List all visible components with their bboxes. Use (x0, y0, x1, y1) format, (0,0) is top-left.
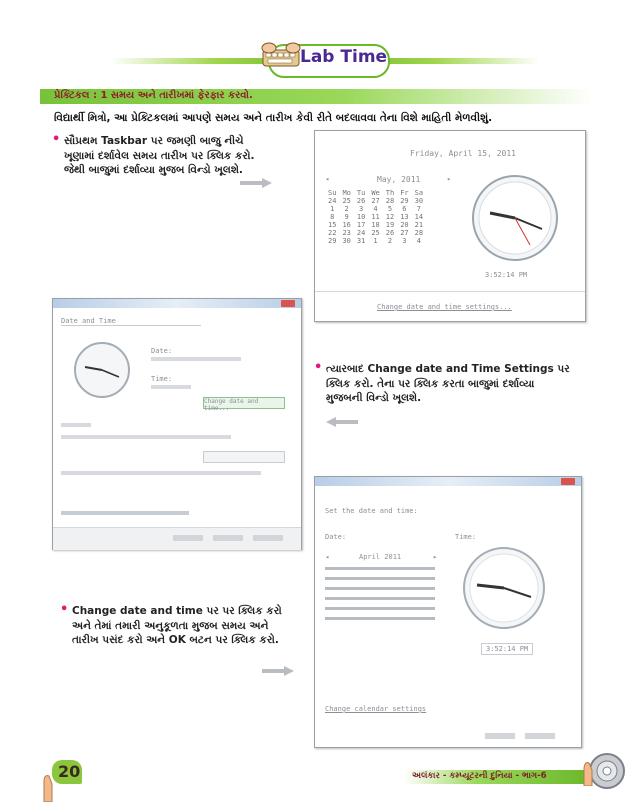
day-cell[interactable]: 16 (342, 221, 351, 229)
cancel-button[interactable] (525, 733, 555, 739)
date-time-settings-window (52, 298, 302, 550)
day-cell[interactable]: 21 (414, 221, 424, 229)
day-cell[interactable]: 1 (373, 237, 378, 245)
day-cell[interactable]: 24 (328, 197, 337, 205)
day-cell[interactable]: 29 (328, 237, 337, 245)
weekday: Th (385, 189, 395, 197)
day-cell[interactable]: 26 (356, 197, 366, 205)
step-2-line-3: મુજબની વિન્ડો ખૂલશે. (326, 392, 422, 404)
lab-time-title: Lab Time (300, 47, 388, 67)
day-cell[interactable]: 4 (373, 205, 378, 213)
next-month-icon[interactable]: ▸ (433, 553, 438, 561)
time-label: Time: (455, 533, 477, 541)
day-cell[interactable]: 12 (385, 213, 395, 221)
ok-button[interactable] (173, 535, 203, 541)
day-cell[interactable]: 14 (414, 213, 424, 221)
hand-icon (40, 772, 56, 802)
help-link[interactable] (61, 511, 189, 515)
change-settings-link[interactable]: Change date and time settings... (377, 303, 512, 311)
title-bar (315, 477, 581, 486)
step-1-line-3: જેથી બાજુમાં દર્શાવ્યા મુજબ વિન્ડો ખૂલશે. (64, 164, 243, 176)
day-cell[interactable]: 4 (416, 237, 421, 245)
step-1-line-1: સૌપ્રથમ Taskbar પર જમણી બાજુ નીચે (64, 135, 244, 147)
calendar-window (314, 130, 586, 322)
day-cell[interactable]: 2 (344, 205, 349, 213)
day-cell[interactable]: 2 (387, 237, 393, 245)
intro-text: વિદ્યાર્થી મિત્રો, આ પ્રેક્ટિકલમાં આપણે સમય અને તારીખ કેવી રીતે બદલાવવા તેના વિશે માહિતી મેળવીશું. (54, 112, 493, 124)
weekday: We (371, 189, 380, 197)
time-zone-label (61, 423, 91, 427)
weekday: Fr (400, 189, 409, 197)
step-3-line-1: Change date and time પર પર ક્લિક કરો (72, 605, 282, 617)
book-title: અલંકાર - કમ્પ્યૂટરની દુનિયા - ભાગ-6 (412, 771, 547, 781)
step-2-line-1: ત્યારબાદ Change date and Time Settings પર (326, 363, 570, 375)
day-cell[interactable]: 19 (385, 221, 395, 229)
day-cell[interactable]: 27 (400, 229, 409, 237)
weekday: Su (328, 189, 337, 197)
bullet-icon: • (314, 360, 323, 375)
time-value (151, 385, 191, 389)
ok-button[interactable] (485, 733, 515, 739)
step-1-line-2: ખૂણામાં દર્શાવેલ સમય તારીખ પર ક્લિક કરો. (64, 149, 255, 162)
day-cell[interactable]: 10 (356, 213, 366, 221)
close-icon[interactable] (281, 300, 295, 307)
time-zone-value (61, 435, 231, 439)
clock-icon (470, 173, 560, 263)
set-date-instruction: Set the date and time: (325, 507, 418, 515)
day-cell[interactable]: 11 (371, 213, 380, 221)
calendar-settings-link[interactable]: Change calendar settings (325, 705, 427, 713)
day-cell[interactable]: 22 (328, 229, 337, 237)
apply-button[interactable] (253, 535, 283, 541)
mini-calendar-grid (325, 565, 445, 625)
dst-note (61, 471, 261, 475)
day-cell[interactable]: 25 (371, 229, 380, 237)
calendar-date-heading: Friday, April 15, 2011 (410, 149, 516, 158)
day-cell[interactable]: 28 (414, 229, 424, 237)
calendar-grid (325, 189, 426, 245)
divider (315, 291, 585, 292)
day-cell[interactable]: 1 (330, 205, 335, 213)
keyboard-hands-icon (257, 38, 305, 72)
day-cell[interactable]: 28 (385, 197, 395, 205)
day-cell[interactable]: 3 (402, 237, 407, 245)
prev-month-icon[interactable]: ◂ (325, 175, 330, 183)
arrow-right-icon (262, 666, 294, 676)
bullet-icon: • (60, 602, 69, 617)
hand-icon (582, 760, 594, 786)
change-time-zone-button[interactable] (203, 451, 285, 463)
arrow-left-icon (326, 417, 358, 427)
day-cell[interactable]: 5 (387, 205, 393, 213)
tab-date-time[interactable]: Date and Time (61, 317, 201, 326)
weekday: Tu (356, 189, 366, 197)
day-cell[interactable]: 26 (385, 229, 395, 237)
day-cell[interactable]: 23 (342, 229, 351, 237)
day-cell[interactable]: 3 (358, 205, 364, 213)
change-date-window (314, 476, 582, 748)
practical-heading: પ્રેક્ટિકલ : 1 સમય અને તારીખમાં ફેરફાર કરવો. (54, 90, 253, 101)
day-cell[interactable]: 18 (371, 221, 380, 229)
date-value (151, 357, 241, 361)
day-cell[interactable]: 20 (400, 221, 409, 229)
bullet-icon: • (52, 132, 61, 147)
step-2-line-2: ક્લિક કરો. તેના પર ક્લિક કરતા બાજુમાં દર્શાવ્યા (326, 377, 535, 390)
step-3-line-3: તારીખ પસંદ કરો અને OK બટન પર ક્લિક કરો. (72, 634, 279, 646)
calendar-month: April 2011 (359, 553, 402, 561)
day-cell[interactable]: 25 (342, 197, 351, 205)
day-cell[interactable]: 30 (414, 197, 424, 205)
title-bar (53, 299, 301, 308)
date-label: Date: (151, 347, 173, 355)
day-cell[interactable]: 6 (402, 205, 407, 213)
day-cell[interactable]: 17 (356, 221, 366, 229)
day-cell[interactable]: 15 (328, 221, 337, 229)
day-cell[interactable]: 31 (356, 237, 366, 245)
time-spinner[interactable]: 3:52:14 PM (481, 643, 533, 655)
weekday: Mo (342, 189, 351, 197)
day-cell[interactable]: 30 (342, 237, 351, 245)
day-cell[interactable]: 13 (400, 213, 409, 221)
next-month-icon[interactable]: ▸ (447, 175, 452, 183)
day-cell[interactable]: 27 (371, 197, 380, 205)
day-cell[interactable]: 7 (416, 205, 421, 213)
day-cell[interactable]: 29 (400, 197, 409, 205)
step-3-line-2: અને તેમાં તમારી અનુકૂળતા મુજબ સમય અને (72, 619, 269, 632)
day-cell[interactable]: 9 (344, 213, 349, 221)
date-label: Date: (325, 533, 347, 541)
calendar-month: May, 2011 (377, 175, 421, 184)
arrow-right-icon (240, 178, 272, 188)
change-date-time-button[interactable]: Change date and time... (203, 397, 285, 409)
day-cell[interactable]: 24 (356, 229, 366, 237)
time-label: Time: (151, 375, 173, 383)
clock-time: 3:52:14 PM (485, 271, 528, 279)
clock-icon (73, 341, 131, 399)
weekday: Sa (414, 189, 424, 197)
clock-icon (461, 545, 547, 631)
close-icon[interactable] (561, 478, 575, 485)
day-cell[interactable]: 8 (330, 213, 335, 221)
page-number: 20 (58, 762, 81, 781)
cancel-button[interactable] (213, 535, 243, 541)
prev-month-icon[interactable]: ◂ (325, 553, 330, 561)
